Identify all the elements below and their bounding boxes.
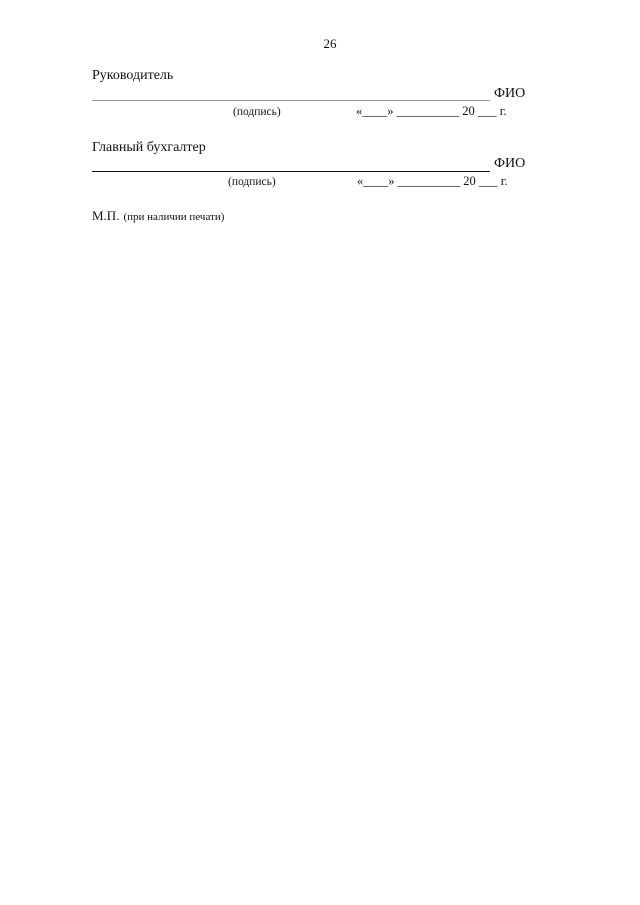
head-role-label: Руководитель: [92, 68, 174, 83]
head-signature-caption: (подпись): [233, 106, 281, 118]
stamp-note: [92, 207, 224, 225]
chief-accountant-fio-label: ФИО: [494, 156, 526, 171]
chief-accountant-role-label: Главный бухгалтер: [92, 140, 206, 155]
page-number: 26: [323, 36, 337, 51]
stamp-label: М.П.: [92, 208, 120, 223]
head-signature-line[interactable]: [92, 100, 490, 101]
stamp-condition-note: (при наличии печати): [123, 211, 225, 223]
chief-accountant-signature-line[interactable]: [92, 171, 490, 172]
chief-accountant-date-field[interactable]: «____» __________ 20 ___ г.: [357, 174, 508, 188]
head-date-field[interactable]: «____» __________ 20 ___ г.: [356, 104, 507, 118]
head-fio-label: ФИО: [494, 86, 526, 101]
chief-accountant-signature-caption: (подпись): [228, 176, 276, 188]
